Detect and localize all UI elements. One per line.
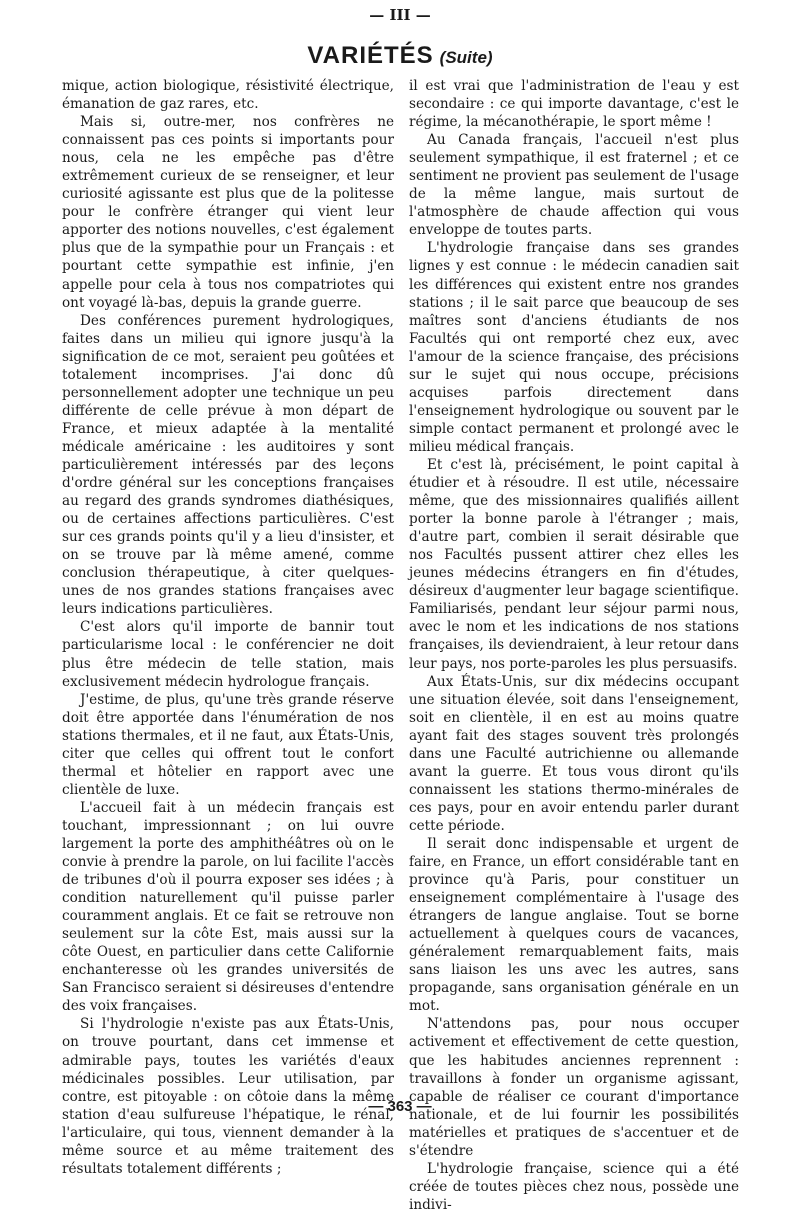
paragraph: Il serait donc indispensable et urgent de faire, en France, un effort considérable tant en province qu'à Paris, pour constituer un enseignement complémentaire à l'usage des étrangers de langue anglaise. Tout se borne actuellement à quelques cours de vacances, généralement remarquablement faits, mais sans liaison les uns avec les autres, sans propagande, sans organisation générale en un mot.: [409, 835, 739, 1015]
paragraph: N'attendons pas, pour nous occuper activement et effectivement de cette question, que les habitudes anciennes reprennent : travaillons à fonder un organisme agissant, capable de réaliser ce courant d'importance nationale, et de lui fournir les possibilités matérielles et pratiques de s'accentuer et de s'étendre: [409, 1016, 739, 1159]
paragraph: Aux États-Unis, sur dix médecins occupant une situation élevée, soit dans l'enseignement, soit en clientèle, il en est au moins quatre ayant fait des stages souvent très prolongés dans une Faculté autrichienne ou allemande avant la guerre. Et tous vous diront qu'ils connaissent les stations thermo-minérales de ces pays, pour en avoir entendu parler durant cette période.: [409, 673, 739, 834]
paragraph: L'accueil fait à un médecin français est touchant, impressionnant ; on lui ouvre largement la porte des amphithéâtres où on le convie à prendre la parole, on lui facilite l'accès de tribunes d'où il pourra exposer ses idées ; à condition naturellement qu'il puisse parler couramment anglais. Et ce fait se retrouve non seulement sur la côte Est, mais aussi sur la côte Ouest, en particulier dans cette Californie enchanteresse où les grandes universités de San Francisco seraient si désireuses d'entendre des voix françaises.: [62, 799, 394, 1015]
paragraph: L'hydrologie française dans ses grandes lignes y est connue : le médecin canadien sait les différences qui existent entre nos grandes stations ; il le sait parce que beaucoup de ses maîtres sont d'anciens étudiants de nos Facultés qui ont remporté chez eux, avec l'amour de la science française, des précisions sur le sujet qui nous occupe, précisions acquises parfois directement dans l'enseignement hydrologique ou souvent par le simple contact permanent et prolongé avec le milieu médical français.: [409, 240, 739, 455]
left-column: [62, 77, 394, 1178]
bottom-page-number: — 363 —: [368, 1098, 432, 1115]
paragraph: C'est alors qu'il importe de bannir tout particularisme local : le conférencier ne doit plus être médecin de telle station, mais exclusivement médecin hydrologue français.: [62, 619, 394, 690]
paragraph: Au Canada français, l'accueil n'est plus seulement sympathique, il est fraternel ; et ce sentiment ne provient pas seulement de l'usage de la même langue, mais surtout de l'atmosphère de chaude affection qui vous enveloppe de toutes parts.: [409, 132, 739, 239]
paragraph: L'hydrologie française, science qui a été créée de toutes pièces chez nous, possède une indivi-: [409, 1160, 739, 1213]
right-column: [409, 77, 739, 1214]
section-header: [0, 42, 800, 70]
paragraph: Mais si, outre-mer, nos confrères ne connaissent pas ces points si importants pour nous, cela ne les empêche pas d'être extrêmement curieux de se renseigner, et leur curiosité agissante est plus que de la politesse pour le confrère étranger qui vient leur apporter des notions nouvelles, c'est également plus que de la sympathie pour un Français : et pourtant cette sympathie est infinie, j'en appelle pour cela à tous nos compatriotes qui ont voyagé là-bas, depuis la grande guerre.: [62, 114, 394, 311]
section-title: VARIÉTÉS: [307, 42, 434, 69]
top-page-number: — III —: [369, 6, 431, 24]
paragraph: Si l'hydrologie n'existe pas aux États-Unis, on trouve pourtant, dans cet immense et admirable pays, toutes les variétés d'eaux médicinales possibles. Leur utilisation, par contre, est pitoyable : on côtoie dans la même station d'eau sulfureuse l'hépatique, le rénal, l'articulaire, qui tous, viennent demander à la même source et au même traitement des résultats totalement différents ;: [62, 1016, 394, 1177]
paragraph: il est vrai que l'administration de l'eau y est secondaire : ce qui importe davantage, c'est le régime, la mécanothérapie, le sport même !: [409, 78, 739, 131]
paragraph: Des conférences purement hydrologiques, faites dans un milieu qui ignore jusqu'à la signification de ce mot, seraient peu goûtées et totalement incomprises. J'ai donc dû personnellement adopter une technique un peu différente de celle prévue à mon départ de France, et mieux adaptée à la mentalité médicale américaine : les auditoires y sont particulièrement intéressés par des leçons d'ordre général sur les conceptions françaises au regard des grands syndromes diathésiques, ou de certaines affections particulières. C'est sur ces grands points qu'il y a lieu d'insister, et on se trouve par là même amené, comme conclusion thérapeutique, à citer quelques-unes de nos grandes stations françaises avec leurs indications particulières.: [62, 312, 394, 618]
paragraph: Et c'est là, précisément, le point capital à étudier et à résoudre. Il est utile, nécessaire même, que des missionnaires qualifiés aillent porter la bonne parole à l'étranger ; mais, d'autre part, combien il serait désirable que nos Facultés pussent attirer chez elles les jeunes médecins étrangers en fin d'études, désireux d'augmenter leur bagage scientifique. Familiarisés, pendant leur séjour parmi nous, avec le nom et les indications de nos stations françaises, ils deviendraient, à leur retour dans leur pays, nos porte-paroles les plus persuasifs.: [409, 456, 739, 672]
section-subtitle: (Suite): [439, 48, 493, 67]
paragraph: mique, action biologique, résistivité électrique, émanation de gaz rares, etc.: [62, 78, 394, 113]
paragraph: J'estime, de plus, qu'une très grande réserve doit être apportée dans l'énumération de nos stations thermales, et il ne faut, aux États-Unis, citer que celles qui offrent tout le confort thermal et hôtelier en rapport avec une clientèle de luxe.: [62, 691, 394, 798]
